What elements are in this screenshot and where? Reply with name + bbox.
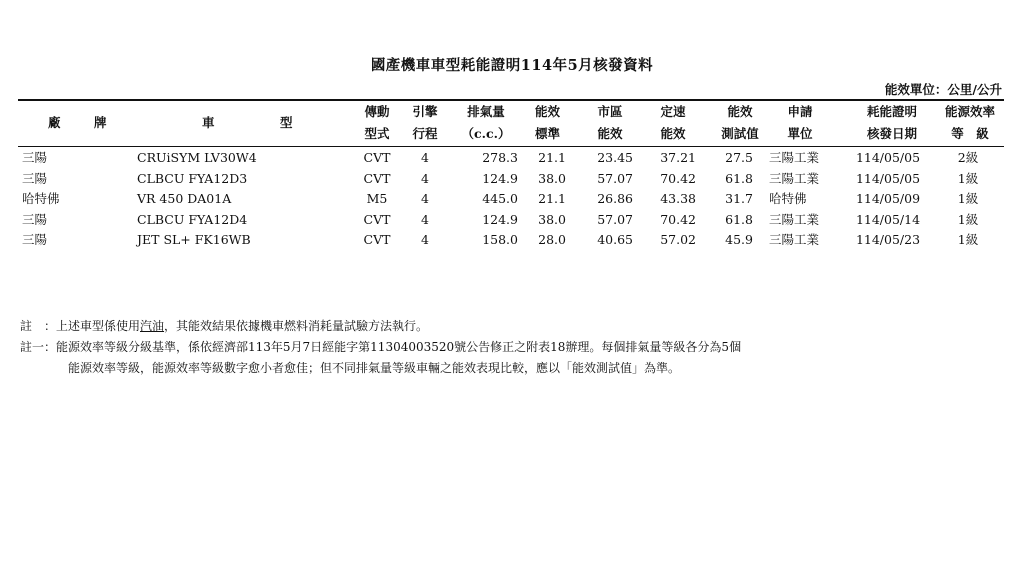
note-grade-basis: 註一：能源效率等級分級基準，係依經濟部113年5月7日經能字第11304003520號公告修正之附表18辦理。每個排氣量等級各分為5個 [20, 340, 742, 354]
row-4-test: 61.8 [725, 211, 753, 227]
row-1-model: CRUiSYM LV30W4 [137, 150, 257, 165]
row-1-stroke: 4 [421, 150, 429, 165]
header-grade-line2: 等 級 [951, 126, 989, 141]
row-3-date: 114/05/09 [855, 191, 921, 206]
header-constant-line2: 能效 [660, 126, 686, 141]
row-2-displacement: 124.9 [482, 170, 518, 186]
row-1-test: 27.5 [725, 150, 753, 165]
row-4-brand: 三陽 [22, 211, 48, 227]
header-date-line1: 耗能證明 [866, 104, 917, 119]
row-2-applicant: 三陽工業 [769, 170, 820, 186]
header-applicant-line1: 申請 [787, 104, 813, 119]
note-grade-explanation: 能源效率等級，能源效率等級數字愈小者愈佳；但不同排氣量等級車輛之能效表現比較，應以「能效測試值」為準。 [68, 361, 681, 375]
row-1-brand: 三陽 [22, 150, 48, 165]
row-4-urban: 57.07 [597, 211, 633, 227]
row-1-applicant: 三陽工業 [769, 150, 820, 165]
row-3-displacement: 445.0 [482, 191, 518, 206]
table-header-rule [18, 146, 1004, 147]
row-3-test: 31.7 [725, 191, 753, 206]
row-3-urban: 26.86 [597, 191, 633, 206]
row-2-model: CLBCU FYA12D3 [137, 170, 248, 186]
row-3-standard: 21.1 [538, 191, 566, 206]
row-4-standard: 38.0 [538, 211, 566, 227]
row-2-test: 61.8 [725, 170, 753, 186]
row-5-date: 114/05/23 [855, 232, 921, 247]
header-urban-line1: 市區 [597, 104, 623, 119]
row-1-urban: 23.45 [597, 150, 633, 165]
row-5-grade: 1級 [957, 232, 979, 247]
row-4-constant: 70.42 [660, 211, 696, 227]
note-fuel-prefix: 註 ：上述車型係使用 [20, 319, 141, 333]
header-grade-line1: 能源效率 [944, 104, 995, 119]
header-displacement-line2: （c.c.） [461, 126, 511, 141]
row-4-date: 114/05/14 [855, 211, 921, 227]
row-4-stroke: 4 [421, 211, 429, 227]
footnotes [20, 316, 741, 379]
note-fuel-suffix: ，其能效結果依據機車燃料消耗量試驗方法執行。 [164, 319, 429, 333]
header-applicant-line2: 單位 [787, 126, 813, 141]
row-3-stroke: 4 [421, 191, 429, 206]
header-date-line2: 核發日期 [866, 126, 917, 141]
row-1-date: 114/05/05 [855, 150, 921, 165]
row-4-transmission: CVT [363, 211, 391, 227]
header-transmission-line1: 傳動 [364, 104, 390, 119]
row-5-transmission: CVT [363, 232, 391, 247]
header-test-line2: 測試值 [721, 126, 759, 141]
row-1-transmission: CVT [363, 150, 391, 165]
row-3-model: VR 450 DA01A [137, 191, 232, 206]
row-3-brand: 哈特佛 [22, 191, 60, 206]
row-5-standard: 28.0 [538, 232, 566, 247]
row-4-model: CLBCU FYA12D4 [137, 211, 248, 227]
row-4-displacement: 124.9 [482, 211, 518, 227]
header-standard-line1: 能效 [534, 104, 560, 119]
note-fuel [20, 316, 741, 337]
row-1-constant: 37.21 [660, 150, 696, 165]
row-2-transmission: CVT [363, 170, 391, 186]
row-3-applicant: 哈特佛 [769, 191, 807, 206]
row-2-date: 114/05/05 [855, 170, 921, 186]
row-5-urban: 40.65 [597, 232, 633, 247]
row-2-brand: 三陽 [22, 170, 48, 186]
row-5-constant: 57.02 [660, 232, 696, 247]
row-2-grade: 1級 [957, 170, 979, 186]
header-model-2: 型 [280, 115, 293, 130]
header-brand-1: 廠 [48, 115, 61, 130]
row-3-constant: 43.38 [660, 191, 696, 206]
header-transmission-line2: 型式 [364, 126, 390, 141]
row-5-displacement: 158.0 [482, 232, 518, 247]
header-model-1: 車 [202, 115, 215, 130]
row-2-constant: 70.42 [660, 170, 696, 186]
row-1-standard: 21.1 [538, 150, 566, 165]
row-3-transmission: M5 [366, 191, 388, 206]
document-title: 國產機車車型耗能證明114年5月核發資料 [370, 57, 654, 74]
efficiency-unit: 能效單位：公里/公升 [884, 82, 1002, 97]
row-5-stroke: 4 [421, 232, 429, 247]
header-urban-line2: 能效 [597, 126, 623, 141]
note-fuel-type: 汽油 [140, 319, 165, 333]
row-3-grade: 1級 [957, 191, 979, 206]
row-5-model: JET SL+ FK16WB [137, 232, 251, 247]
row-5-test: 45.9 [725, 232, 753, 247]
header-test-line1: 能效 [727, 104, 753, 119]
header-constant-line1: 定速 [660, 104, 686, 119]
row-4-applicant: 三陽工業 [769, 211, 820, 227]
row-2-urban: 57.07 [597, 170, 633, 186]
row-2-standard: 38.0 [538, 170, 566, 186]
header-standard-line2: 標準 [534, 126, 560, 141]
row-4-grade: 1級 [957, 211, 979, 227]
row-5-brand: 三陽 [22, 232, 48, 247]
header-displacement-line1: 排氣量 [467, 104, 505, 119]
row-2-stroke: 4 [421, 170, 429, 186]
header-stroke-line2: 行程 [412, 126, 438, 141]
header-stroke-line1: 引擎 [412, 104, 438, 119]
row-5-applicant: 三陽工業 [769, 232, 820, 247]
header-brand-2: 牌 [94, 115, 107, 130]
row-1-grade: 2級 [957, 150, 979, 165]
row-1-displacement: 278.3 [482, 150, 518, 165]
